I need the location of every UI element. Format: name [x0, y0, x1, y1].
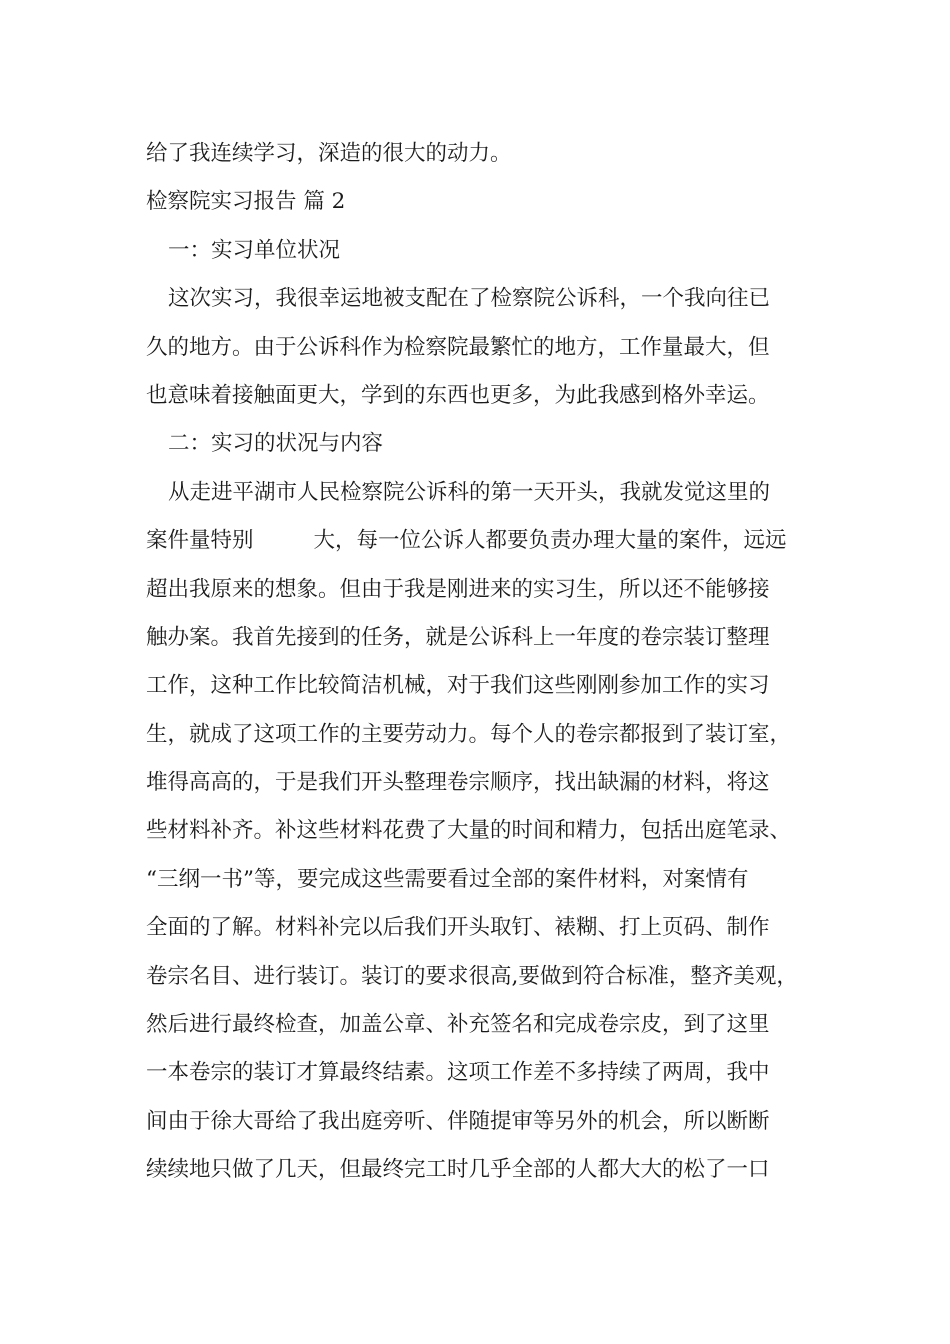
- paragraph-line: 工作，这种工作比较简洁机械，对于我们这些刚刚参加工作的实习: [146, 673, 770, 699]
- section-title: 检察院实习报告 篇 2: [146, 189, 346, 215]
- paragraph-line: 全面的了解。材料补完以后我们开头取钉、裱糊、打上页码、制作: [146, 915, 770, 941]
- paragraph-line: 生，就成了这项工作的主要劳动力。每个人的卷宗都报到了装订室，: [146, 721, 792, 747]
- paragraph-line: 也意味着接触面更大，学到的东西也更多，为此我感到格外幸运。: [146, 382, 770, 408]
- document-body: [146, 130, 816, 1195]
- paragraph-line: 这次实习，我很幸运地被支配在了检察院公诉科，一个我向往已: [168, 286, 771, 312]
- paragraph-line: 一本卷宗的装订才算最终结素。这项工作差不多持续了两周，我中: [146, 1060, 770, 1086]
- line-fragment: 大，每一位公诉人都要负责办理大量的案件，远远: [313, 528, 787, 554]
- paragraph-line: 给了我连续学习，深造的很大的动力。: [146, 141, 512, 166]
- section-heading: 一：实习单位状况: [168, 237, 341, 263]
- paragraph-line: 续续地只做了几天，但最终完工时几乎全部的人都大大的松了一口: [146, 1157, 770, 1183]
- section-heading: 二：实习的状况与内容: [168, 431, 384, 457]
- paragraph-line: 从走进平湖市人民检察院公诉科的第一天开头，我就发觉这里的: [168, 479, 771, 505]
- paragraph-line: [146, 517, 816, 565]
- paragraph-line: “三纲一书”等，要完成这些需要看过全部的案件材料，对案情有: [146, 866, 749, 892]
- paragraph-line: 卷宗名目、进行装订。装订的要求很高,要做到符合标准，整齐美观，: [146, 963, 798, 989]
- paragraph-line: 超出我原来的想象。但由于我是刚进来的实习生，所以还不能够接: [146, 576, 770, 602]
- line-fragment: 案件量特别: [146, 528, 254, 554]
- paragraph-line: 些材料补齐。补这些材料花费了大量的时间和精力，包括出庭笔录、: [146, 818, 792, 844]
- paragraph-line: 堆得高高的，于是我们开头整理卷宗顺序，找出缺漏的材料，将这: [146, 770, 770, 796]
- paragraph-line: 间由于徐大哥给了我出庭旁听、伴随提审等另外的机会，所以断断: [146, 1108, 770, 1134]
- paragraph-line: 触办案。我首先接到的任务，就是公诉科上一年度的卷宗装订整理: [146, 624, 770, 650]
- paragraph-line: 然后进行最终检查，加盖公章、补充签名和完成卷宗皮，到了这里: [146, 1012, 770, 1038]
- paragraph-line: 久的地方。由于公诉科作为检察院最繁忙的地方，工作量最大，但: [146, 334, 770, 360]
